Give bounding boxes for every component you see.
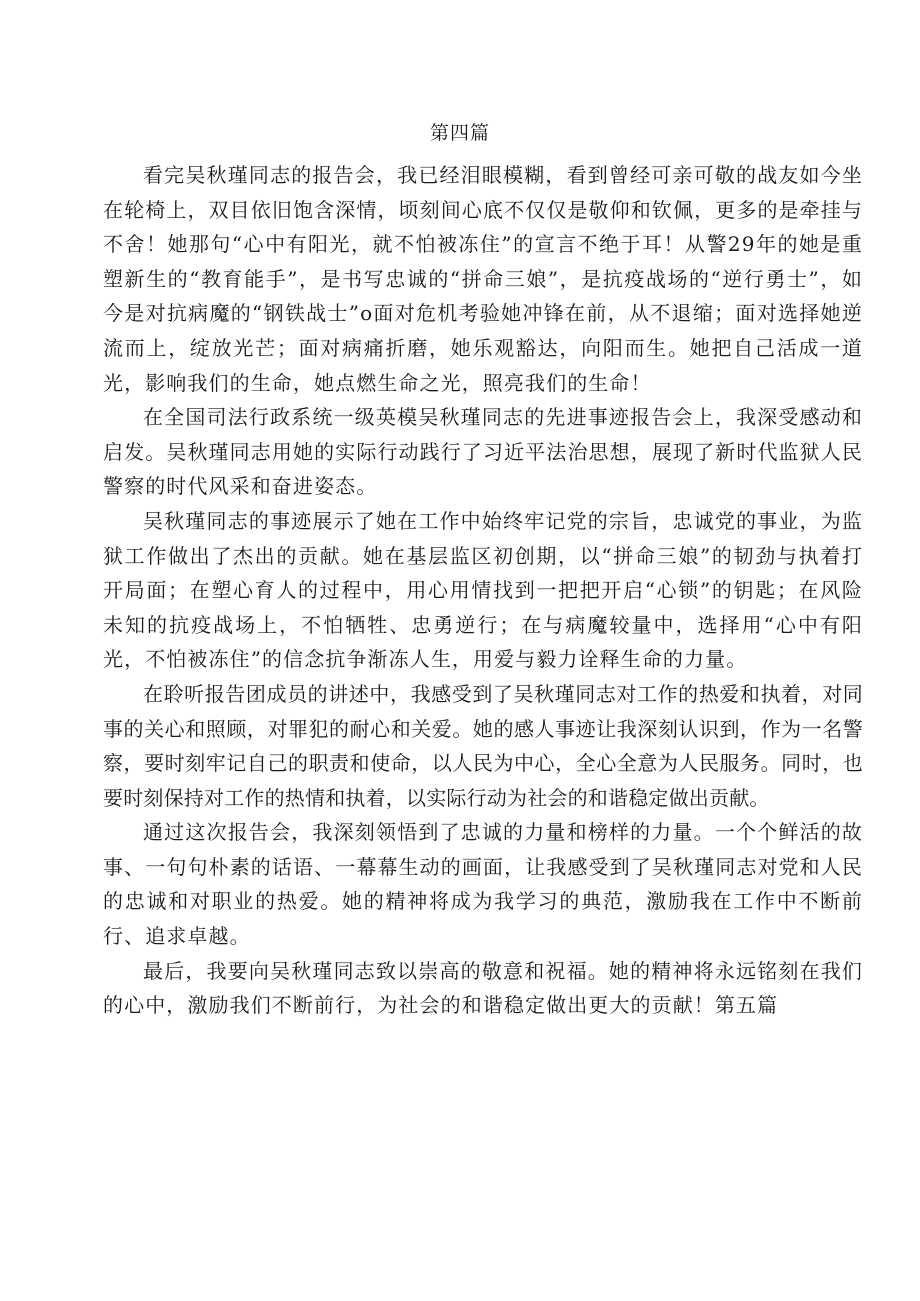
article-body — [103, 158, 863, 1023]
paragraph-3: 吴秋瑾同志的事迹展示了她在工作中始终牢记党的宗旨，忠诚党的事业，为监狱工作做出了杰出的贡献。她在基层监区初创期，以“拼命三娘”的韧劲与执着打开局面；在塑心育人的过程中，用心用情找到一把把开启“心锁”的钥匙；在风险未知的抗疫战场上，不怕牺牲、忠勇逆行；在与病魔较量中，选择用“心中有阳光，不怕被冻住”的信念抗争渐冻人生，用爱与毅力诠释生命的力量。 — [103, 508, 863, 672]
paragraph-5: 通过这次报告会，我深刻领悟到了忠诚的力量和榜样的力量。一个个鲜活的故事、一句句朴素的话语、一幕幕生动的画面，让我感受到了吴秋瑾同志对党和人民的忠诚和对职业的热爱。她的精神将成为我学习的典范，激励我在工作中不断前行、追求卓越。 — [103, 820, 863, 949]
paragraph-2: 在全国司法行政系统一级英模吴秋瑾同志的先进事迹报告会上，我深受感动和启发。吴秋瑾同志用她的实际行动践行了习近平法治思想，展现了新时代监狱人民警察的时代风采和奋进姿态。 — [103, 405, 863, 499]
paragraph-1: 看完吴秋瑾同志的报告会，我已经泪眼模糊，看到曾经可亲可敬的战友如今坐在轮椅上，双目依旧饱含深情，顷刻间心底不仅仅是敬仰和钦佩，更多的是牵挂与不舍！她那句“心中有阳光，就不怕被冻住”的宣言不绝于耳！从警29年的她是重塑新生的“教育能手”，是书写忠诚的“拼命三娘”，是抗疫战场的“逆行勇士”，如今是对抗病魔的“钢铁战士”o面对危机考验她冲锋在前，从不退缩；面对选择她逆流而上，绽放光芒；面对病痛折磨，她乐观豁达，向阳而生。她把自己活成一道光，影响我们的生命，她点燃生命之光，照亮我们的生命！ — [103, 163, 863, 395]
paragraph-4: 在聆听报告团成员的讲述中，我感受到了吴秋瑾同志对工作的热爱和执着，对同事的关心和照顾，对罪犯的耐心和关爱。她的感人事迹让我深刻认识到，作为一名警察，要时刻牢记自己的职责和使命，以人民为中心，全心全意为人民服务。同时，也要时刻保持对工作的热情和执着，以实际行动为社会的和谐稳定做出贡献。 — [103, 681, 863, 810]
section-title: 第四篇 — [429, 122, 490, 144]
paragraph-6: 最后，我要向吴秋瑾同志致以崇高的敬意和祝福。她的精神将永远铭刻在我们的心中，激励我们不断前行，为社会的和谐稳定做出更大的贡献！第五篇 — [103, 958, 863, 1018]
